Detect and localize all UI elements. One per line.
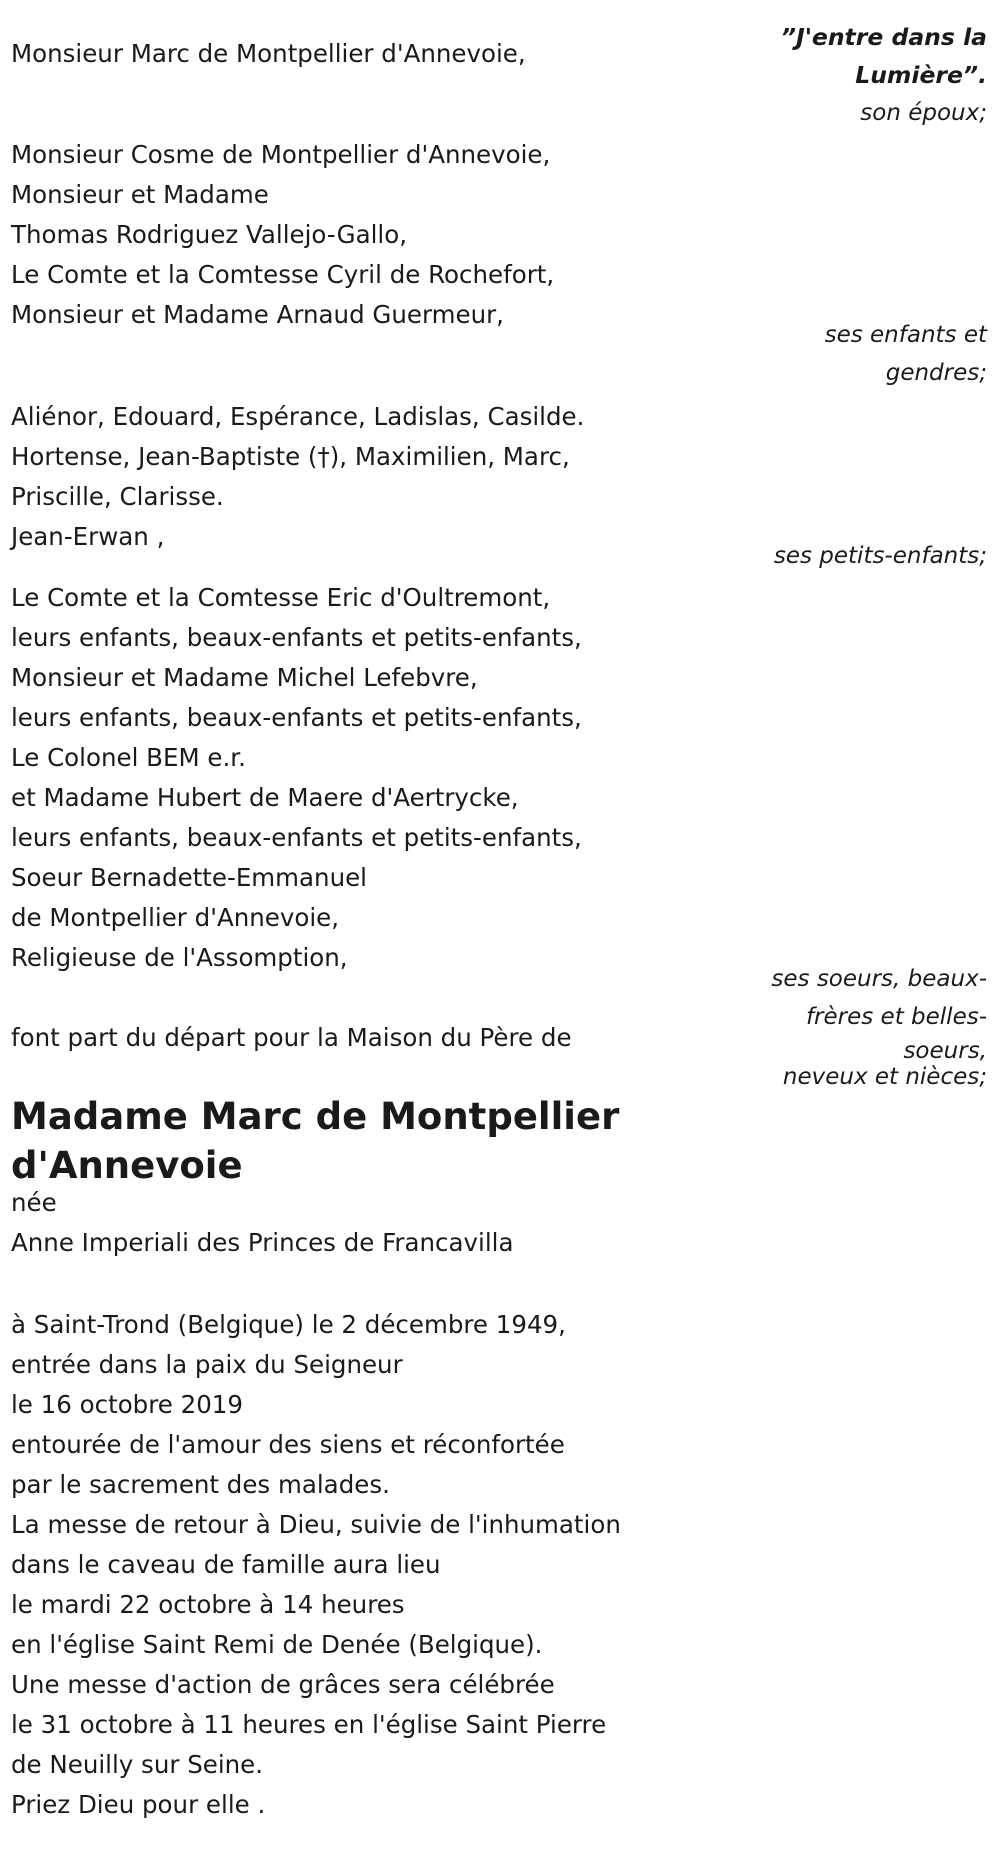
grandchildren-line: Hortense, Jean-Baptiste (†), Maximilien, Marc, (11, 442, 570, 471)
children-block (11, 135, 711, 335)
siblings-block (11, 578, 711, 978)
epigraph-quote (687, 18, 987, 132)
siblings-line: Religieuse de l'Assomption, (11, 943, 348, 972)
deceased-title (11, 1092, 711, 1190)
siblings-line: Monsieur et Madame Michel Lefebvre, (11, 663, 478, 692)
quote-line: Lumière”. (855, 61, 987, 89)
announcement-text: font part du départ pour la Maison du Père de (11, 1023, 572, 1052)
siblings-line: leurs enfants, beaux-enfants et petits-enfants, (11, 823, 582, 852)
details-line: par le sacrement des malades. (11, 1470, 390, 1499)
siblings-relation-line: frères et belles- (805, 1004, 987, 1030)
children-line: Monsieur et Madame (11, 180, 269, 209)
siblings-line: de Montpellier d'Annevoie, (11, 903, 339, 932)
children-relation (687, 316, 987, 392)
details-line: à Saint-Trond (Belgique) le 2 décembre 1949, (11, 1310, 566, 1339)
siblings-line: leurs enfants, beaux-enfants et petits-enfants, (11, 703, 582, 732)
details-block (11, 1305, 711, 1825)
grandchildren-relation (687, 537, 987, 575)
quote-line: ”J'entre dans la (780, 23, 987, 51)
details-line: Priez Dieu pour elle . (11, 1790, 266, 1819)
birth-name: Anne Imperiali des Princes de Francavilla (11, 1228, 514, 1257)
siblings-relation-line: ses soeurs, beaux- (771, 966, 987, 992)
grandchildren-block (11, 397, 711, 557)
announcement-block (11, 1018, 711, 1058)
siblings-relation-line: neveux et nièces; (782, 1064, 987, 1090)
spouse-relation: son époux; (860, 100, 987, 126)
spouse-block (11, 34, 711, 74)
birth-name-block (11, 1183, 711, 1263)
details-line: La messe de retour à Dieu, suivie de l'inhumation (11, 1510, 621, 1539)
details-line: entourée de l'amour des siens et réconfortée (11, 1430, 565, 1459)
details-line: dans le caveau de famille aura lieu (11, 1550, 441, 1579)
siblings-line: Le Comte et la Comtesse Eric d'Oultremont, (11, 583, 551, 612)
grandchildren-line: Priscille, Clarisse. (11, 482, 224, 511)
grandchildren-line: Aliénor, Edouard, Espérance, Ladislas, Casilde. (11, 402, 585, 431)
children-line: Monsieur et Madame Arnaud Guermeur, (11, 300, 504, 329)
details-line: en l'église Saint Remi de Denée (Belgique). (11, 1630, 543, 1659)
details-line: le 31 octobre à 11 heures en l'église Saint Pierre (11, 1710, 607, 1739)
children-line: Monsieur Cosme de Montpellier d'Annevoie, (11, 140, 551, 169)
grandchildren-relation-line: ses petits-enfants; (773, 543, 987, 569)
siblings-relation-line: soeurs, (903, 1038, 987, 1064)
details-line: le mardi 22 octobre à 14 heures (11, 1590, 405, 1619)
siblings-line: leurs enfants, beaux-enfants et petits-enfants, (11, 623, 582, 652)
children-line: Thomas Rodriguez Vallejo-Gallo, (11, 220, 407, 249)
details-line: de Neuilly sur Seine. (11, 1750, 264, 1779)
children-relation-line: gendres; (885, 360, 987, 386)
nee-label: née (11, 1188, 57, 1217)
spouse-name: Monsieur Marc de Montpellier d'Annevoie, (11, 39, 526, 68)
siblings-line: et Madame Hubert de Maere d'Aertrycke, (11, 783, 519, 812)
deceased-title-line: Madame Marc de Montpellier (11, 1095, 620, 1138)
grandchildren-line: Jean-Erwan , (11, 522, 165, 551)
details-line: Une messe d'action de grâces sera célébrée (11, 1670, 555, 1699)
siblings-line: Le Colonel BEM e.r. (11, 743, 246, 772)
siblings-line: Soeur Bernadette-Emmanuel (11, 863, 367, 892)
siblings-relation (687, 960, 987, 1088)
details-line: le 16 octobre 2019 (11, 1390, 243, 1419)
deceased-title-line: d'Annevoie (11, 1144, 243, 1187)
children-line: Le Comte et la Comtesse Cyril de Rochefort, (11, 260, 555, 289)
details-line: entrée dans la paix du Seigneur (11, 1350, 403, 1379)
children-relation-line: ses enfants et (824, 322, 987, 348)
